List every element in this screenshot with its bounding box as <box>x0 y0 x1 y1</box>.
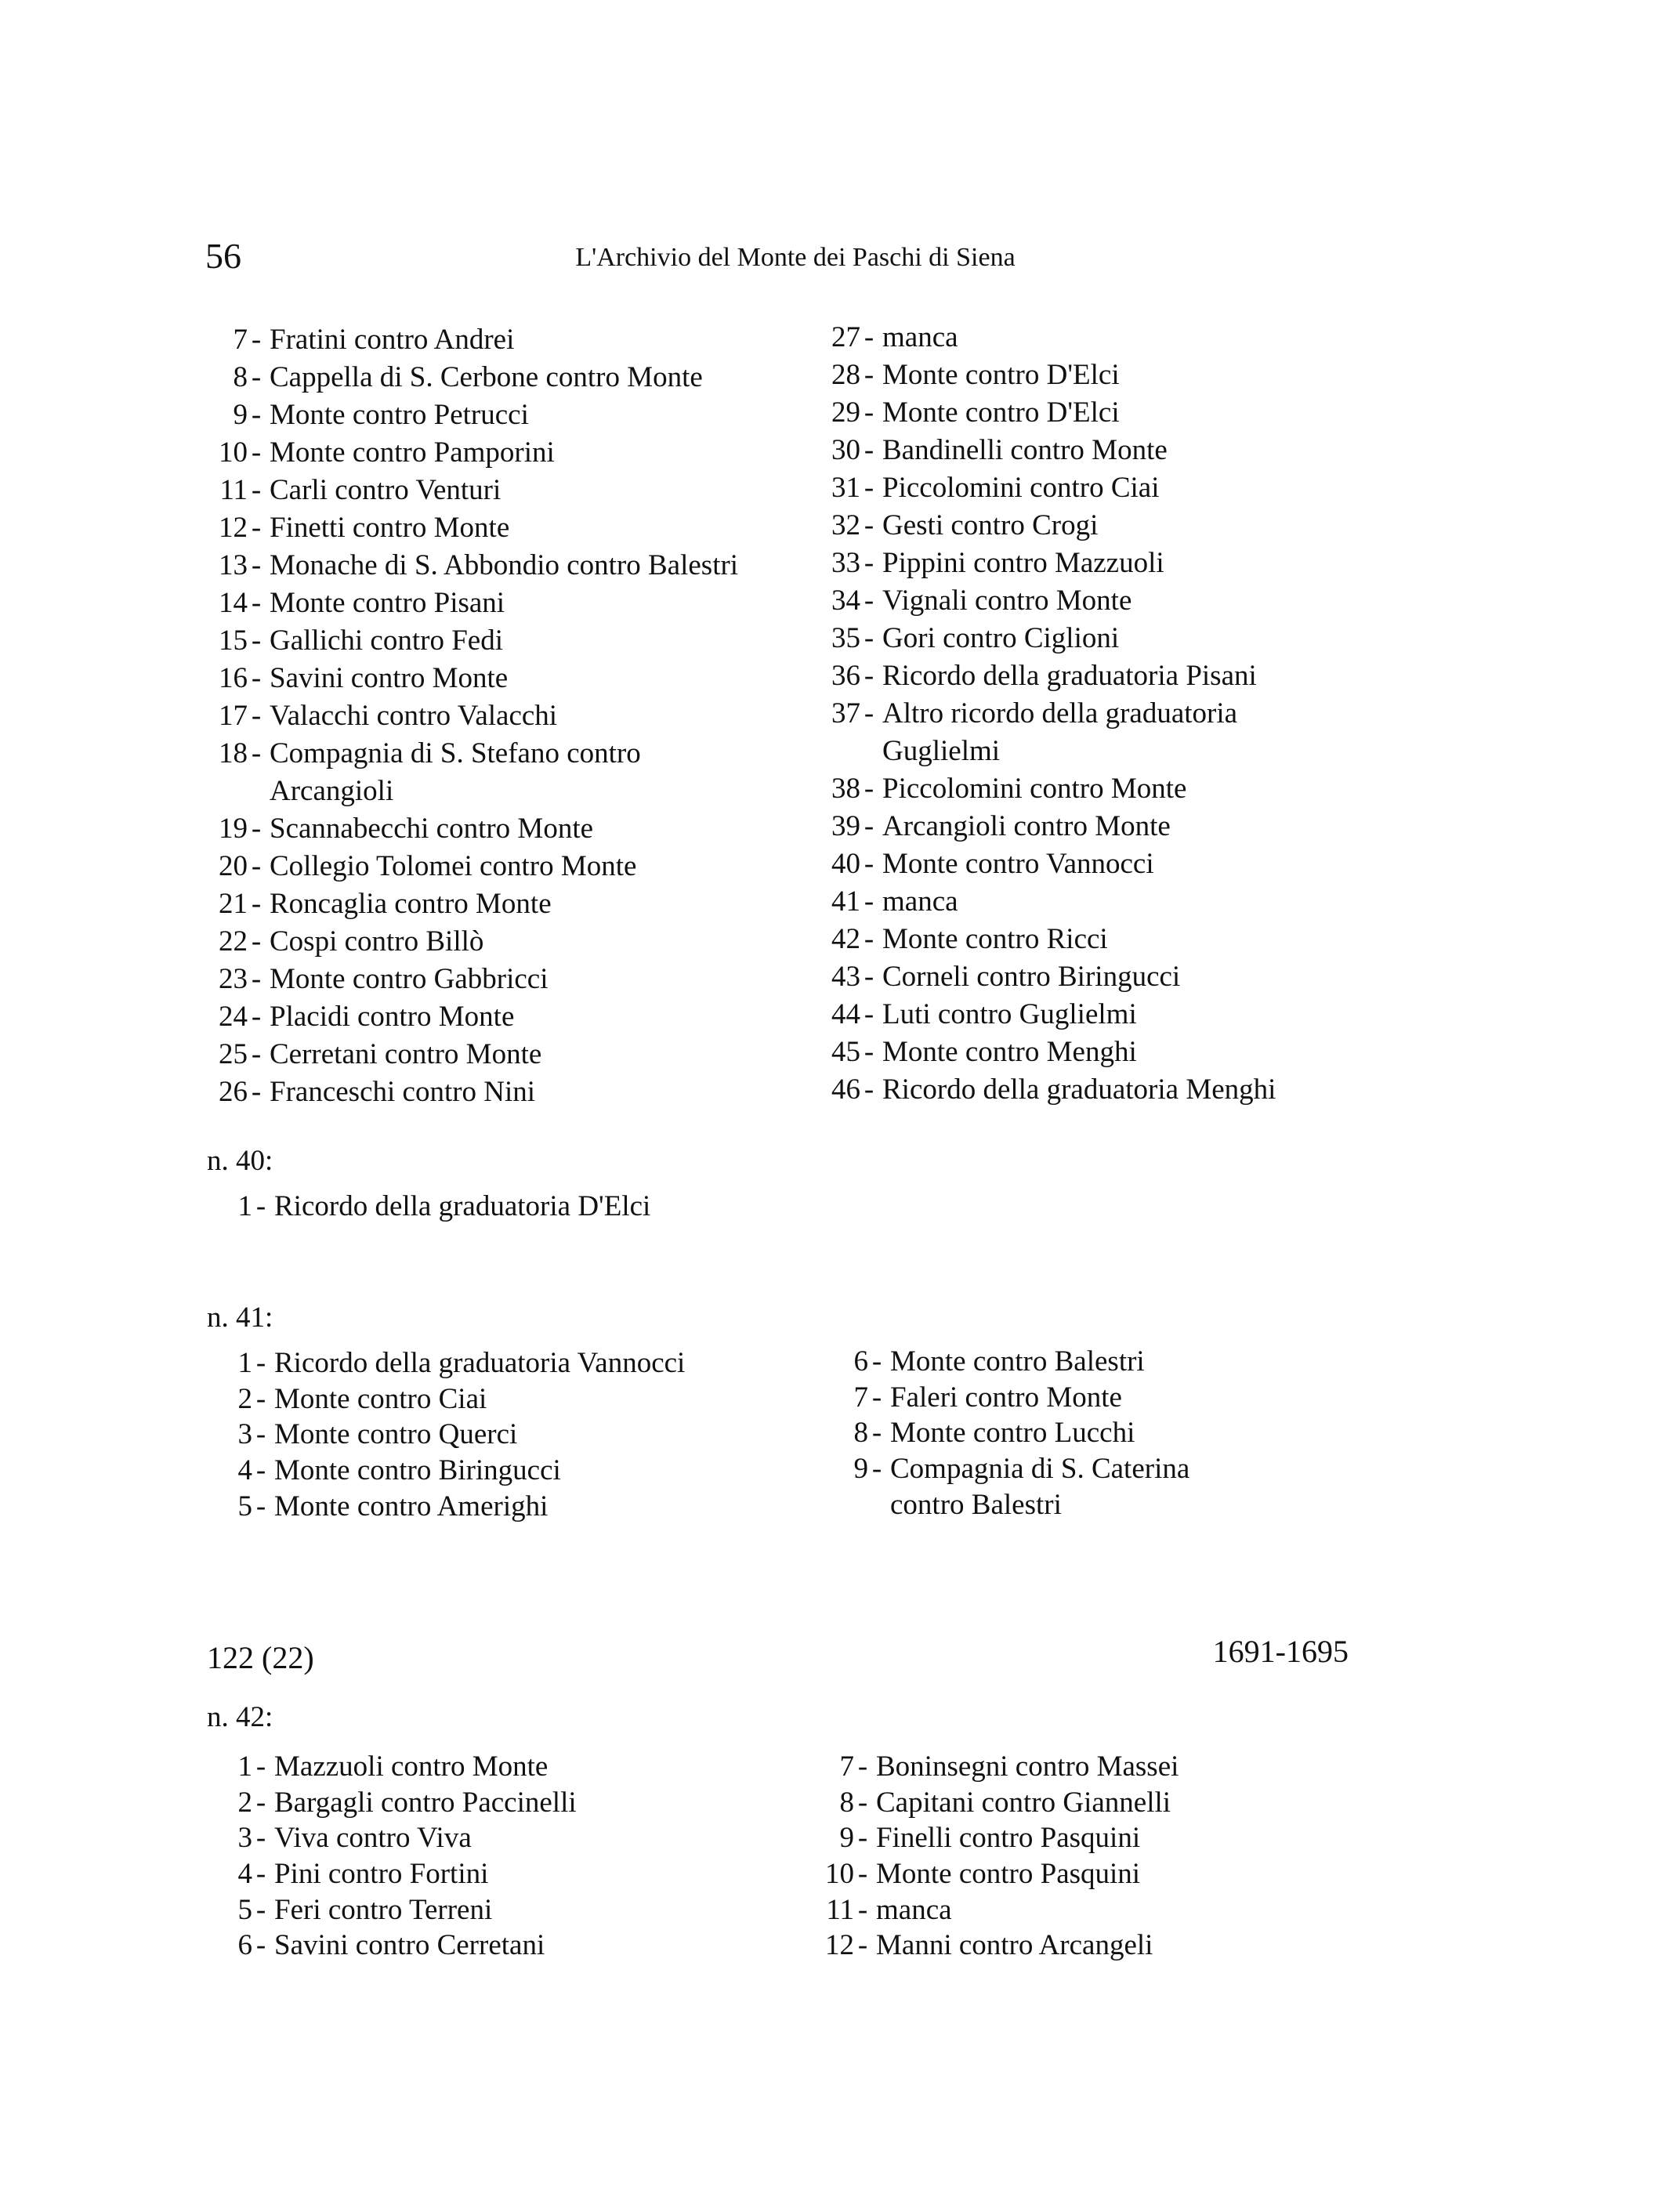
item-number: 44 <box>831 998 860 1030</box>
list-item <box>204 321 738 359</box>
item-text: Cappella di S. Cerbone contro Monte <box>270 361 703 393</box>
item-separator: - <box>864 848 874 880</box>
item-separator: - <box>251 549 262 581</box>
n40-list <box>205 1188 650 1226</box>
item-number: 28 <box>831 359 860 391</box>
list-item <box>816 845 1276 883</box>
item-number: 35 <box>831 622 860 654</box>
list-item <box>205 1489 685 1525</box>
item-number: 23 <box>219 963 248 995</box>
item-separator: - <box>251 399 262 431</box>
item-number: 16 <box>219 662 248 694</box>
item-text: Luti contro Guglielmi <box>882 998 1137 1030</box>
item-text: Roncaglia contro Monte <box>270 888 552 920</box>
item-text: Monte contro Ricci <box>882 923 1108 955</box>
item-number: 1 <box>237 1750 252 1783</box>
list-item <box>205 1453 685 1489</box>
item-separator: - <box>251 512 262 544</box>
list-item <box>807 1892 1179 1928</box>
shelfmark: 122 (22) <box>207 1640 314 1675</box>
item-number: 37 <box>831 697 860 730</box>
block1-right-list <box>816 319 1276 1109</box>
item-separator: - <box>871 1453 882 1486</box>
section-label-n41: n. 41: <box>207 1302 273 1334</box>
item-separator: - <box>857 1786 868 1819</box>
list-item <box>205 1345 685 1381</box>
item-text: Valacchi contro Valacchi <box>270 700 558 732</box>
list-item <box>816 921 1276 958</box>
item-number: 12 <box>219 512 248 544</box>
list-item <box>816 507 1276 545</box>
item-text: Monte contro Vannocci <box>882 848 1154 880</box>
item-number: 3 <box>237 1418 252 1451</box>
item-text: Monte contro Balestri <box>890 1345 1145 1378</box>
item-text: Finelli contro Pasquini <box>876 1822 1141 1855</box>
item-number: 46 <box>831 1073 860 1106</box>
item-text: Monte contro Querci <box>274 1418 518 1451</box>
item-separator: - <box>864 660 874 692</box>
list-item-continuation <box>204 773 738 810</box>
item-number: 29 <box>831 396 860 429</box>
item-number: 31 <box>831 472 860 504</box>
item-number: 20 <box>219 850 248 882</box>
page-number: 56 <box>205 236 241 276</box>
item-number: 10 <box>219 436 248 469</box>
item-separator: - <box>255 1418 266 1451</box>
item-text: Cospi contro Billò <box>270 925 484 958</box>
list-item <box>816 996 1276 1034</box>
item-text: Monte contro Pamporini <box>270 436 555 469</box>
item-number: 8 <box>839 1786 854 1819</box>
item-number: 9 <box>233 399 248 431</box>
item-number: 1 <box>237 1190 252 1222</box>
list-item-continuation <box>821 1487 1189 1523</box>
list-item <box>204 998 738 1036</box>
item-separator: - <box>864 321 874 353</box>
item-separator: - <box>857 1893 868 1926</box>
list-item <box>204 923 738 961</box>
item-separator: - <box>255 1454 266 1487</box>
item-text: Piccolomini contro Monte <box>882 773 1187 805</box>
item-separator: - <box>864 547 874 579</box>
item-separator: - <box>864 697 874 730</box>
item-number: 26 <box>219 1076 248 1108</box>
item-number: 10 <box>825 1858 854 1891</box>
item-separator: - <box>864 509 874 541</box>
item-number: 18 <box>219 737 248 769</box>
item-separator: - <box>251 1076 262 1108</box>
list-item <box>205 1417 685 1453</box>
list-item <box>807 1856 1179 1892</box>
item-number: 2 <box>237 1786 252 1819</box>
item-text: Vignali contro Monte <box>882 585 1132 617</box>
item-number: 45 <box>831 1036 860 1068</box>
item-number: 4 <box>237 1454 252 1487</box>
item-number: 11 <box>826 1893 854 1926</box>
item-separator: - <box>864 1036 874 1068</box>
item-separator: - <box>864 773 874 805</box>
list-item <box>816 394 1276 432</box>
list-item <box>205 1892 577 1928</box>
item-text: Gesti contro Crogi <box>882 509 1099 541</box>
item-number: 15 <box>219 625 248 657</box>
item-text: Cerretani contro Monte <box>270 1038 542 1070</box>
item-separator: - <box>251 474 262 506</box>
item-separator: - <box>857 1750 868 1783</box>
list-item <box>816 357 1276 394</box>
list-item <box>807 1749 1179 1785</box>
item-text: Ricordo della graduatoria D'Elci <box>274 1190 651 1222</box>
list-item <box>204 885 738 923</box>
list-item <box>816 620 1276 657</box>
item-text: Monte contro Menghi <box>882 1036 1137 1068</box>
item-text: Savini contro Cerretani <box>274 1929 545 1962</box>
item-text: Monte contro Amerighi <box>274 1490 549 1522</box>
list-item <box>204 509 738 547</box>
list-item <box>807 1785 1179 1821</box>
list-item <box>816 432 1276 469</box>
item-separator: - <box>864 810 874 842</box>
item-number: 4 <box>237 1858 252 1891</box>
list-item <box>807 1928 1179 1964</box>
item-separator: - <box>864 396 874 429</box>
item-number: 42 <box>831 923 860 955</box>
item-number: 38 <box>831 773 860 805</box>
item-text: Piccolomini contro Ciai <box>882 472 1160 504</box>
list-item <box>204 547 738 585</box>
item-separator: - <box>251 324 262 356</box>
item-separator: - <box>864 1073 874 1106</box>
item-number: 9 <box>839 1822 854 1855</box>
item-separator: - <box>251 1001 262 1033</box>
item-separator: - <box>251 662 262 694</box>
item-text-continuation: contro Balestri <box>890 1488 1062 1521</box>
item-separator: - <box>864 998 874 1030</box>
list-item <box>204 961 738 998</box>
item-separator: - <box>864 434 874 466</box>
list-item <box>204 697 738 735</box>
item-text: Pini contro Fortini <box>274 1858 489 1891</box>
item-text: Placidi contro Monte <box>270 1001 515 1033</box>
item-text: Monte contro Biringucci <box>274 1454 561 1487</box>
list-item <box>204 359 738 396</box>
n41-left-list <box>205 1345 685 1524</box>
item-text: Corneli contro Biringucci <box>882 961 1181 993</box>
item-text: Compagnia di S. Caterina <box>890 1453 1190 1486</box>
item-text: Compagnia di S. Stefano contro <box>270 737 641 769</box>
item-number: 14 <box>219 587 248 619</box>
item-number: 2 <box>237 1382 252 1415</box>
item-number: 36 <box>831 660 860 692</box>
item-separator: - <box>251 361 262 393</box>
item-text: Ricordo della graduatoria Vannocci <box>274 1347 686 1379</box>
item-number: 25 <box>219 1038 248 1070</box>
item-text: Arcangioli contro Monte <box>882 810 1171 842</box>
list-item <box>205 1928 577 1964</box>
item-text: Manni contro Arcangeli <box>876 1929 1153 1962</box>
item-text: Gori contro Ciglioni <box>882 622 1120 654</box>
item-separator: - <box>864 472 874 504</box>
item-text: Ricordo della graduatoria Menghi <box>882 1073 1276 1106</box>
list-item <box>204 622 738 660</box>
item-text: Fratini contro Andrei <box>270 324 515 356</box>
list-item <box>204 1036 738 1073</box>
item-number: 43 <box>831 961 860 993</box>
item-text: manca <box>882 321 958 353</box>
item-text: Monte contro Pisani <box>270 587 505 619</box>
item-text: manca <box>882 885 958 918</box>
item-separator: - <box>864 359 874 391</box>
item-separator: - <box>871 1417 882 1450</box>
item-text: Monte contro Pasquini <box>876 1858 1141 1891</box>
item-text: manca <box>876 1893 952 1926</box>
item-separator: - <box>864 585 874 617</box>
item-separator: - <box>251 587 262 619</box>
n42-left-list <box>205 1749 577 1964</box>
item-separator: - <box>251 1038 262 1070</box>
list-item <box>816 1071 1276 1109</box>
item-separator: - <box>255 1858 266 1891</box>
list-item <box>821 1344 1189 1380</box>
list-item <box>816 1034 1276 1071</box>
item-separator: - <box>255 1822 266 1855</box>
list-item <box>816 319 1276 357</box>
item-separator: - <box>251 700 262 732</box>
n41-right-list <box>821 1344 1189 1522</box>
item-text: Monte contro D'Elci <box>882 359 1120 391</box>
item-text: Bargagli contro Paccinelli <box>274 1786 577 1819</box>
item-separator: - <box>255 1750 266 1783</box>
item-text: Monte contro Ciai <box>274 1382 487 1415</box>
item-text: Mazzuoli contro Monte <box>274 1750 549 1783</box>
item-separator: - <box>251 925 262 958</box>
item-number: 11 <box>219 474 248 506</box>
item-separator: - <box>864 885 874 918</box>
item-text: Monte contro D'Elci <box>882 396 1120 429</box>
item-separator: - <box>251 625 262 657</box>
list-item <box>807 1820 1179 1856</box>
list-item <box>204 660 738 697</box>
item-number: 8 <box>853 1417 868 1450</box>
item-number: 32 <box>831 509 860 541</box>
item-separator: - <box>871 1345 882 1378</box>
list-item <box>816 770 1276 808</box>
item-separator: - <box>864 622 874 654</box>
list-item <box>204 735 738 773</box>
item-number: 3 <box>237 1822 252 1855</box>
list-item <box>205 1188 650 1226</box>
date-range: 1691-1695 <box>1212 1634 1349 1669</box>
item-separator: - <box>255 1347 266 1379</box>
item-number: 5 <box>237 1893 252 1926</box>
item-separator: - <box>864 923 874 955</box>
item-number: 13 <box>219 549 248 581</box>
list-item <box>205 1785 577 1821</box>
list-item <box>821 1451 1189 1487</box>
item-text: Savini contro Monte <box>270 662 509 694</box>
item-separator: - <box>871 1381 882 1414</box>
list-item <box>816 545 1276 582</box>
item-number: 5 <box>237 1490 252 1522</box>
list-item-continuation <box>816 733 1276 770</box>
item-number: 24 <box>219 1001 248 1033</box>
item-number: 27 <box>831 321 860 353</box>
item-text: Pippini contro Mazzuoli <box>882 547 1164 579</box>
item-number: 6 <box>237 1929 252 1962</box>
item-separator: - <box>251 963 262 995</box>
item-separator: - <box>864 961 874 993</box>
item-number: 33 <box>831 547 860 579</box>
item-separator: - <box>251 888 262 920</box>
item-separator: - <box>255 1490 266 1522</box>
section-label-n42: n. 42: <box>207 1701 273 1733</box>
list-item <box>205 1820 577 1856</box>
item-number: 1 <box>237 1347 252 1379</box>
item-number: 34 <box>831 585 860 617</box>
item-text: Monache di S. Abbondio contro Balestri <box>270 549 739 581</box>
item-text: Monte contro Gabbricci <box>270 963 549 995</box>
list-item <box>816 695 1276 733</box>
item-number: 7 <box>233 324 248 356</box>
item-text: Monte contro Petrucci <box>270 399 529 431</box>
item-number: 9 <box>853 1453 868 1486</box>
item-number: 19 <box>219 813 248 845</box>
item-text: Bandinelli contro Monte <box>882 434 1168 466</box>
item-separator: - <box>255 1382 266 1415</box>
item-text-continuation: Guglielmi <box>882 735 1001 767</box>
item-number: 6 <box>853 1345 868 1378</box>
item-number: 7 <box>853 1381 868 1414</box>
list-item <box>204 810 738 848</box>
item-number: 40 <box>831 848 860 880</box>
item-separator: - <box>251 850 262 882</box>
item-text: Capitani contro Giannelli <box>876 1786 1171 1819</box>
item-number: 12 <box>825 1929 854 1962</box>
running-title: L'Archivio del Monte dei Paschi di Siena <box>575 243 1016 272</box>
item-separator: - <box>251 436 262 469</box>
item-separator: - <box>251 813 262 845</box>
item-text: Ricordo della graduatoria Pisani <box>882 660 1257 692</box>
list-item <box>204 472 738 509</box>
list-item <box>205 1856 577 1892</box>
list-item <box>204 1073 738 1111</box>
item-text: Scannabecchi contro Monte <box>270 813 594 845</box>
list-item <box>816 657 1276 695</box>
item-text: Finetti contro Monte <box>270 512 510 544</box>
item-text: Carli contro Venturi <box>270 474 501 506</box>
item-number: 17 <box>219 700 248 732</box>
item-separator: - <box>255 1786 266 1819</box>
item-separator: - <box>857 1822 868 1855</box>
list-item <box>816 582 1276 620</box>
item-text: Faleri contro Monte <box>890 1381 1122 1414</box>
item-number: 8 <box>233 361 248 393</box>
item-text: Boninsegni contro Massei <box>876 1750 1179 1783</box>
list-item <box>205 1381 685 1417</box>
item-separator: - <box>251 737 262 769</box>
item-text-continuation: Arcangioli <box>270 775 394 807</box>
list-item <box>204 585 738 622</box>
item-text: Feri contro Terreni <box>274 1893 493 1926</box>
list-item <box>816 808 1276 845</box>
item-separator: - <box>857 1858 868 1891</box>
list-item <box>204 848 738 885</box>
item-text: Viva contro Viva <box>274 1822 472 1855</box>
item-separator: - <box>857 1929 868 1962</box>
block1-left-list <box>204 321 738 1111</box>
list-item <box>816 958 1276 996</box>
item-separator: - <box>255 1190 266 1222</box>
list-item <box>205 1749 577 1785</box>
item-number: 41 <box>831 885 860 918</box>
item-number: 7 <box>839 1750 854 1783</box>
list-item <box>821 1415 1189 1451</box>
list-item <box>816 883 1276 921</box>
list-item <box>816 469 1276 507</box>
item-text: Altro ricordo della graduatoria <box>882 697 1238 730</box>
list-item <box>821 1380 1189 1416</box>
n42-right-list <box>807 1749 1179 1964</box>
item-separator: - <box>255 1929 266 1962</box>
item-number: 39 <box>831 810 860 842</box>
item-separator: - <box>255 1893 266 1926</box>
item-number: 21 <box>219 888 248 920</box>
item-text: Franceschi contro Nini <box>270 1076 536 1108</box>
section-label-n40: n. 40: <box>207 1145 273 1177</box>
item-text: Gallichi contro Fedi <box>270 625 503 657</box>
list-item <box>204 396 738 434</box>
item-text: Collegio Tolomei contro Monte <box>270 850 637 882</box>
item-number: 30 <box>831 434 860 466</box>
list-item <box>204 434 738 472</box>
item-text: Monte contro Lucchi <box>890 1417 1135 1450</box>
item-number: 22 <box>219 925 248 958</box>
